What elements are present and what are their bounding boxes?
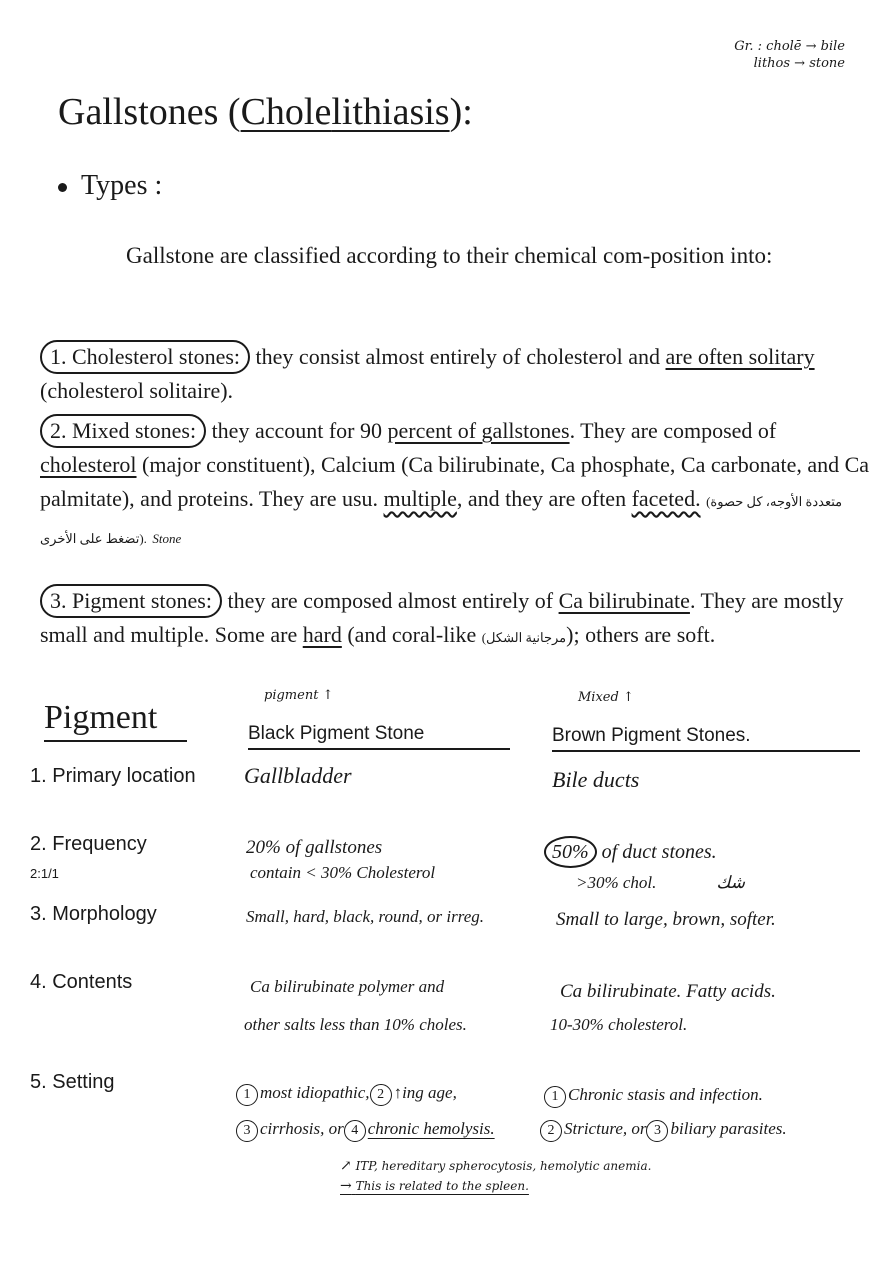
type-2-multiple: multiple xyxy=(383,486,457,511)
types-heading xyxy=(58,166,162,206)
type-3-arabic: (مرجانية الشكل xyxy=(481,630,567,645)
title-prefix: Gallstones ( xyxy=(58,91,241,133)
type-1-text-a: they consist almost entirely of cholesterol and xyxy=(250,344,666,369)
footnote-spleen xyxy=(340,1178,529,1194)
row5-black-a1: most idiopathic, xyxy=(260,1083,370,1102)
arrow-icon: ↗ xyxy=(340,1158,352,1174)
type-3-text-c: (and coral-like xyxy=(341,622,482,647)
row-label-morphology: 3. Morphology xyxy=(30,903,157,925)
col1-note-text: pigment xyxy=(264,688,319,703)
type-3-hard: hard xyxy=(302,622,342,647)
footnote-hemolysis xyxy=(340,1158,651,1174)
title-suffix: ): xyxy=(449,91,473,133)
row2-brown-a-text: of duct stones. xyxy=(596,841,717,863)
col1-note: pigment ↑ xyxy=(264,688,334,703)
row2-black-b: contain < 30% Cholesterol xyxy=(250,863,436,882)
row1-black: Gallbladder xyxy=(244,763,352,788)
row4-black-a: Ca bilirubinate polymer and xyxy=(250,977,445,996)
type-3-ca-bili: Ca bilirubinate xyxy=(558,588,690,613)
circled-number: 4 xyxy=(344,1120,366,1142)
footnote-2-text: This is related to the spleen. xyxy=(355,1179,529,1193)
type-2-cholesterol: cholesterol xyxy=(40,452,137,477)
type-3-text-d: ); others are soft. xyxy=(566,622,716,647)
type-2-percent: percent of gallstones xyxy=(387,418,570,443)
row5-black-a xyxy=(236,1080,457,1106)
circled-number: 3 xyxy=(236,1120,258,1142)
row-label-frequency: 2. Frequency xyxy=(30,833,147,855)
etymology-note xyxy=(734,38,845,72)
footnote-1-text: ITP, hereditary spherocytosis, hemolytic anemia. xyxy=(355,1159,652,1173)
row-label-contents: 4. Contents xyxy=(30,971,133,993)
circled-number: 3 xyxy=(646,1120,668,1142)
type-2-text-a: they account for 90 xyxy=(206,418,388,443)
types-heading-text: Types : xyxy=(81,170,163,201)
row5-black-b3: cirrhosis, or xyxy=(260,1119,344,1138)
page-title xyxy=(58,86,473,138)
row5-black-b4: chronic hemolysis. xyxy=(367,1119,495,1138)
circled-number: 2 xyxy=(540,1120,562,1142)
row-label-location: 1. Primary location xyxy=(30,765,196,787)
type-2-text-c: (major constituent), Calcium (Ca bilirubinate, Ca phosphate, Ca carbonate, and Ca palmitate), and proteins. They are usu. xyxy=(40,452,870,511)
circled-number: 1 xyxy=(236,1084,258,1106)
intro-text: Gallstone are classified according to their chemical com-position into: xyxy=(126,243,773,268)
etymology-line-1: Gr. : cholē → bile xyxy=(734,39,845,54)
type-2-text-b: . They are composed of xyxy=(569,418,777,443)
title-chole: Chole xyxy=(240,91,332,133)
col2-note-text: Mixed xyxy=(578,690,619,705)
row-sub-ratio: 2:1/1 xyxy=(30,866,59,881)
row5-brown-a xyxy=(544,1082,763,1108)
col-header-black: Black Pigment Stone xyxy=(248,720,510,750)
intro-paragraph xyxy=(52,236,862,276)
bullet-icon xyxy=(58,183,67,192)
row3-black: Small, hard, black, round, or irreg. xyxy=(246,907,484,926)
type-cholesterol-stones xyxy=(40,340,870,408)
row-label-setting: 5. Setting xyxy=(30,1071,115,1093)
row5-brown-b2: Stricture, or xyxy=(564,1119,647,1138)
row2-brown-b xyxy=(576,870,745,896)
etymology-line-2: lithos → stone xyxy=(753,56,845,71)
row3-brown: Small to large, brown, softer. xyxy=(556,909,776,930)
type-2-stone-note: Stone xyxy=(152,531,182,546)
type-mixed-stones xyxy=(40,414,870,556)
row2-brown-b-text: >30% chol. xyxy=(576,873,657,892)
type-3-label: 3. Pigment stones: xyxy=(40,584,222,618)
row1-brown: Bile ducts xyxy=(552,767,640,792)
row2-brown-ring: 50% xyxy=(544,836,597,868)
type-pigment-stones xyxy=(40,584,870,655)
row2-brown-a xyxy=(544,836,717,868)
type-3-text-a: they are composed almost entirely of xyxy=(221,588,559,613)
type-2-arabic-note: (متعددة الأوجه، كل حصوة تضغط على الأخرى). xyxy=(40,494,843,546)
col2-note: Mixed ↑ xyxy=(578,690,634,705)
type-2-faceted: faceted. xyxy=(631,486,701,511)
title-lithiasis: lithiasis xyxy=(331,91,450,133)
type-2-label: 2. Mixed stones: xyxy=(40,414,206,448)
row4-brown-a: Ca bilirubinate. Fatty acids. xyxy=(560,981,776,1002)
type-1-underlined: are often solitary xyxy=(665,344,815,369)
circled-number: 2 xyxy=(370,1084,392,1106)
col-header-brown: Brown Pigment Stones. xyxy=(552,722,860,752)
row5-brown-b3: biliary parasites. xyxy=(670,1119,787,1138)
row2-brown-b-arabic: شك xyxy=(716,873,745,892)
arrow-icon: → xyxy=(340,1178,352,1194)
row5-black-b xyxy=(236,1116,495,1142)
row5-brown-a1: Chronic stasis and infection. xyxy=(568,1085,763,1104)
circled-number: 1 xyxy=(544,1086,566,1108)
row4-black-b: other salts less than 10% choles. xyxy=(244,1015,467,1034)
row5-brown-b xyxy=(540,1116,787,1142)
type-1-text-b: (cholesterol solitaire). xyxy=(40,378,234,403)
type-1-label: 1. Cholesterol stones: xyxy=(40,340,250,374)
type-3-text-b: . They are mostly small and multiple. Some are xyxy=(40,588,844,647)
type-2-text-d: , and they are often xyxy=(456,486,632,511)
row2-black-a: 20% of gallstones xyxy=(246,837,383,858)
pigment-table-heading: Pigment xyxy=(44,696,187,742)
row5-black-a2: ↑ing age, xyxy=(393,1083,457,1102)
row4-brown-b: 10-30% cholesterol. xyxy=(550,1015,688,1034)
